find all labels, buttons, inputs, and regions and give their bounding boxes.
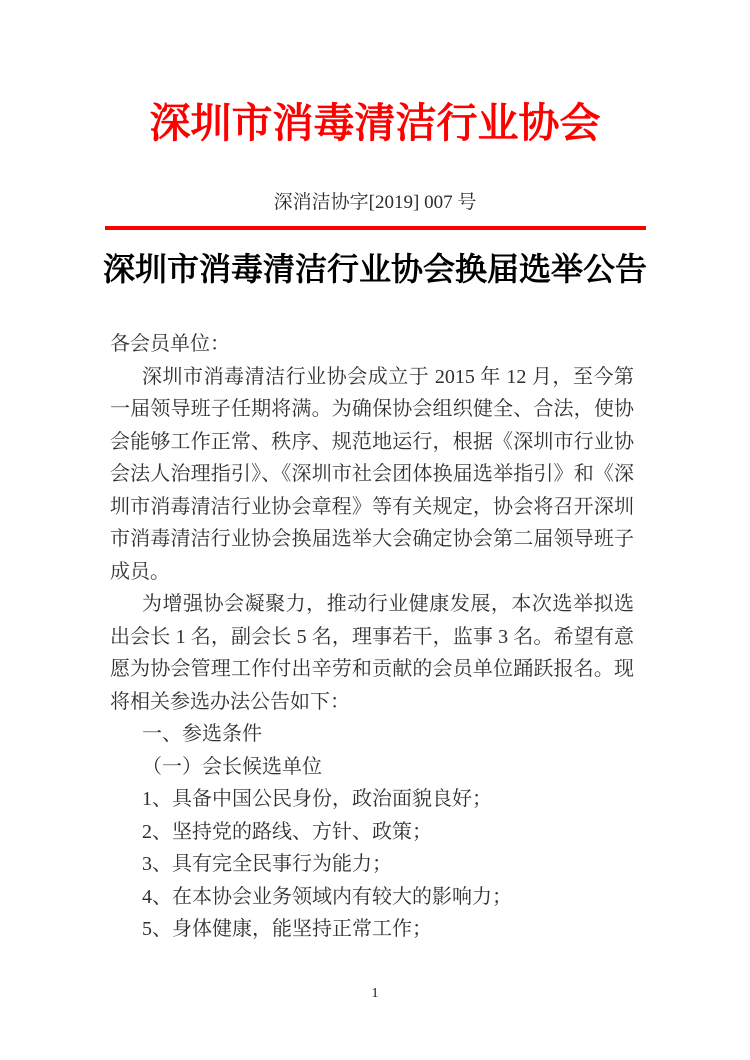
condition-item-5: 5、身体健康，能坚持正常工作； — [142, 918, 432, 940]
doc-number: 深消洁协字[2019] 007 号 — [273, 192, 477, 213]
notice-body — [110, 328, 634, 946]
page-number: 1 — [371, 986, 379, 1001]
subsection-heading: （一）会长候选单位 — [142, 755, 322, 778]
body-paragraph-1: 深圳市消毒清洁行业协会成立于 2015 年 12 月，至今第一届领导班子任期将满。为确保协会组织健全、合法，使协会能够工作正常、秩序、规范地运行，根据《深圳市行业协会法人治理指引》、《深圳市社会团体换届选举指引》和《深圳市消毒清洁行业协会章程》等有关规定，协会将召开深圳市消毒清洁行业协会换届选举大会确定协会第二届领导班子成员。 — [110, 365, 634, 583]
condition-item-4: 4、在本协会业务领域内有较大的影响力； — [142, 885, 512, 908]
body-paragraph-2: 为增强协会凝聚力，推动行业健康发展，本次选举拟选出会长 1 名，副会长 5 名，理事若干，监事 3 名。希望有意愿为协会管理工作付出辛劳和贡献的会员单位踊跃报名。现将相关参选办法公告如下： — [110, 593, 634, 713]
letterhead-org-name: 深圳市消毒清洁行业协会 — [149, 100, 601, 146]
letterhead-red-divider — [105, 226, 646, 230]
condition-item-2: 2、坚持党的路线、方针、政策； — [142, 820, 432, 843]
salutation: 各会员单位： — [110, 333, 230, 355]
notice-title: 深圳市消毒清洁行业协会换届选举公告 — [102, 251, 647, 287]
condition-item-1: 1、具备中国公民身份，政治面貌良好； — [142, 788, 492, 810]
section-heading: 一、参选条件 — [142, 723, 262, 745]
condition-item-3: 3、具有完全民事行为能力； — [142, 853, 392, 875]
